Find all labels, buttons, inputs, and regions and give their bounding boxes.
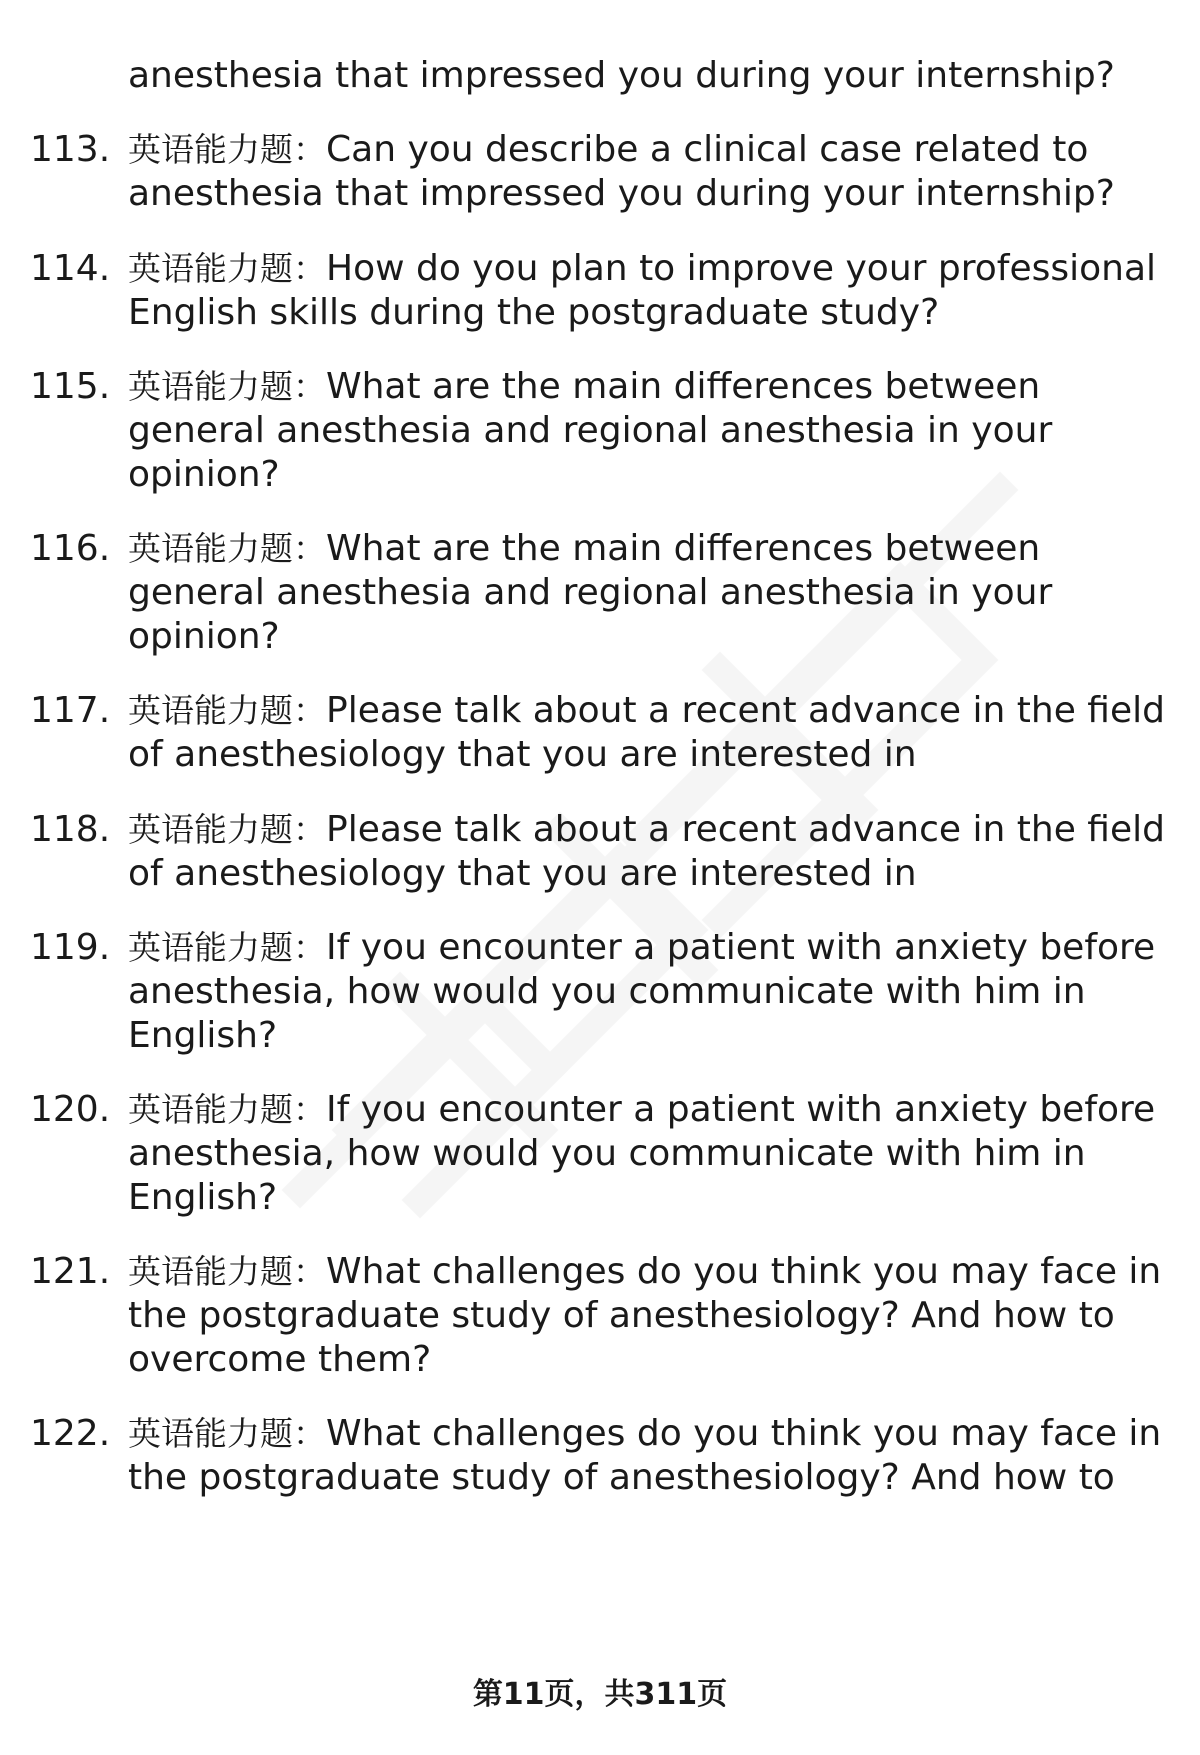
item-number: 115. — [30, 366, 111, 407]
item-question: If you encounter a patient with anxiety before — [326, 1089, 1156, 1130]
item-number: 120. — [30, 1089, 111, 1130]
item-question-line: opinion? — [128, 616, 280, 657]
item-question-line: English skills during the postgraduate study? — [128, 292, 940, 333]
item-category: 英语能力题： — [128, 810, 326, 849]
item-number: 119. — [30, 927, 111, 968]
item-question-line: English? — [128, 1177, 278, 1218]
item-question: What challenges do you think you may face in — [326, 1251, 1162, 1292]
item-question-line: anesthesia, how would you communicate with him in — [128, 1133, 1086, 1174]
item-number: 114. — [30, 248, 111, 289]
item-category: 英语能力题： — [128, 249, 326, 288]
page-footer: 第11页，共311页 — [472, 1677, 728, 1712]
item-category: 英语能力题： — [128, 529, 326, 568]
item-question: Please talk about a recent advance in the field — [326, 809, 1165, 850]
item-question-line: the postgraduate study of anesthesiology? And how to — [128, 1295, 1115, 1336]
item-category: 英语能力题： — [128, 691, 326, 730]
item-question: How do you plan to improve your professional — [326, 248, 1157, 289]
item-number: 118. — [30, 809, 111, 850]
item-question-line: opinion? — [128, 454, 280, 495]
item-category: 英语能力题： — [128, 367, 326, 406]
item-question: What are the main differences between — [326, 528, 1041, 569]
item-question-line: overcome them? — [128, 1339, 432, 1380]
item-number: 117. — [30, 690, 111, 731]
item-question: If you encounter a patient with anxiety before — [326, 927, 1156, 968]
item-question: What are the main differences between — [326, 366, 1041, 407]
item-category: 英语能力题： — [128, 130, 326, 169]
item-question: What challenges do you think you may face in — [326, 1413, 1162, 1454]
item-category: 英语能力题： — [128, 1414, 326, 1453]
item-category: 英语能力题： — [128, 1090, 326, 1129]
item-category: 英语能力题： — [128, 1252, 326, 1291]
item-question-line: anesthesia that impressed you during your internship? — [128, 173, 1115, 214]
item-question-line: English? — [128, 1015, 278, 1056]
item-number: 121. — [30, 1251, 111, 1292]
item-question-line: of anesthesiology that you are interested in — [128, 853, 917, 894]
item-number: 122. — [30, 1413, 111, 1454]
item-question: Can you describe a clinical case related to — [326, 129, 1089, 170]
item-question-line: anesthesia, how would you communicate with him in — [128, 971, 1086, 1012]
item-question: Please talk about a recent advance in the field — [326, 690, 1165, 731]
item-question-line: general anesthesia and regional anesthesia in your — [128, 572, 1053, 613]
item-number: 113. — [30, 129, 111, 170]
item-question-line: the postgraduate study of anesthesiology? And how to — [128, 1457, 1115, 1498]
item-number: 116. — [30, 528, 111, 569]
item-category: 英语能力题： — [128, 928, 326, 967]
item-question-line: of anesthesiology that you are interested in — [128, 734, 917, 775]
item-question-line: general anesthesia and regional anesthesia in your — [128, 410, 1053, 451]
continuation-text: anesthesia that impressed you during your internship? — [128, 55, 1115, 96]
